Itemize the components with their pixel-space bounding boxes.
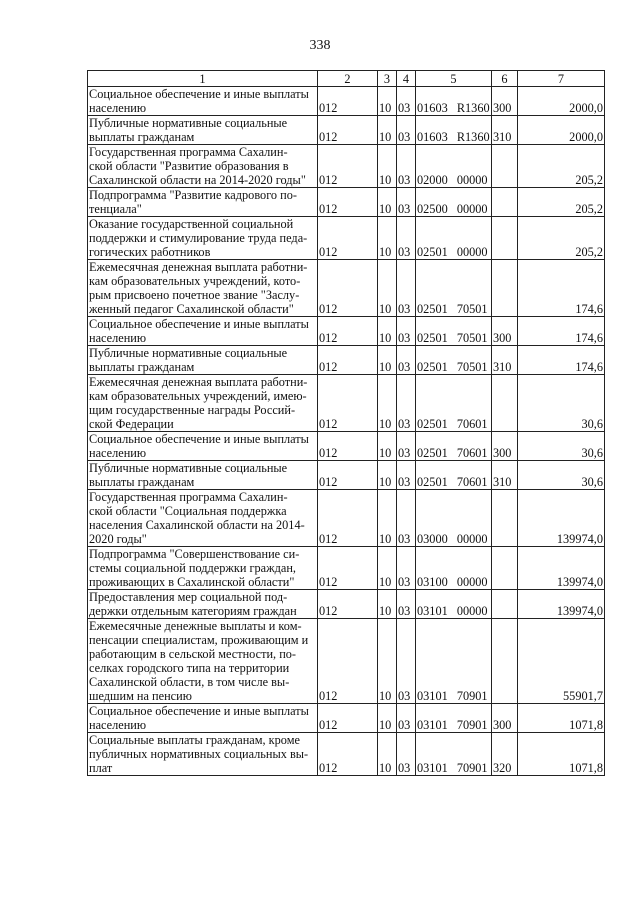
row-amount: 205,2 — [518, 188, 605, 217]
row-subsection: 03 — [397, 619, 416, 704]
row-expense-type: 300 — [492, 432, 518, 461]
row-name: Социальное обеспечение и иные выплаты населению — [88, 87, 318, 116]
row-section: 10 — [378, 704, 397, 733]
row-name: Государственная программа Сахалин- ской области "Развитие образования в Сахалинской области на 2014-2020 годы" — [88, 145, 318, 188]
row-ministry-code: 012 — [318, 590, 378, 619]
row-section: 10 — [378, 619, 397, 704]
row-amount: 55901,7 — [518, 619, 605, 704]
row-subsection: 03 — [397, 188, 416, 217]
table-row — [88, 188, 605, 217]
table-row — [88, 346, 605, 375]
row-name: Социальное обеспечение и иные выплаты населению — [88, 317, 318, 346]
header-col-2: 2 — [318, 71, 378, 87]
row-section: 10 — [378, 217, 397, 260]
row-amount: 30,6 — [518, 375, 605, 432]
row-target-article: 02501 70601 — [416, 461, 492, 490]
table-row — [88, 590, 605, 619]
row-expense-type — [492, 590, 518, 619]
row-target-article: 02501 70501 — [416, 260, 492, 317]
row-ministry-code: 012 — [318, 704, 378, 733]
header-col-7: 7 — [518, 71, 605, 87]
row-ministry-code: 012 — [318, 217, 378, 260]
row-target-article: 02501 70501 — [416, 346, 492, 375]
table-row — [88, 145, 605, 188]
row-section: 10 — [378, 375, 397, 432]
row-section: 10 — [378, 461, 397, 490]
row-name: Оказание государственной социальной поддержки и стимулирование труда педа- гогических работников — [88, 217, 318, 260]
row-name: Предоставления мер социальной под- держки отдельным категориям граждан — [88, 590, 318, 619]
row-expense-type: 320 — [492, 733, 518, 776]
row-ministry-code: 012 — [318, 461, 378, 490]
row-subsection: 03 — [397, 704, 416, 733]
table-row — [88, 461, 605, 490]
row-section: 10 — [378, 145, 397, 188]
row-amount: 139974,0 — [518, 590, 605, 619]
row-target-article: 02501 70601 — [416, 375, 492, 432]
row-target-article: 02501 70601 — [416, 432, 492, 461]
row-subsection: 03 — [397, 375, 416, 432]
table-body — [88, 87, 605, 776]
row-expense-type — [492, 145, 518, 188]
table-row — [88, 260, 605, 317]
row-expense-type — [492, 619, 518, 704]
row-subsection: 03 — [397, 116, 416, 145]
row-target-article: 03101 70901 — [416, 619, 492, 704]
row-subsection: 03 — [397, 432, 416, 461]
header-col-3: 3 — [378, 71, 397, 87]
row-section: 10 — [378, 490, 397, 547]
row-target-article: 03100 00000 — [416, 547, 492, 590]
row-subsection: 03 — [397, 317, 416, 346]
row-expense-type: 300 — [492, 317, 518, 346]
row-subsection: 03 — [397, 490, 416, 547]
row-name: Социальные выплаты гражданам, кроме публичных нормативных социальных вы- плат — [88, 733, 318, 776]
row-name: Подпрограмма "Совершенствование си- стемы социальной поддержки граждан, проживающих в Сахалинской области" — [88, 547, 318, 590]
table-row — [88, 547, 605, 590]
row-target-article: 03000 00000 — [416, 490, 492, 547]
row-expense-type — [492, 375, 518, 432]
row-expense-type: 310 — [492, 346, 518, 375]
table-row — [88, 87, 605, 116]
header-col-6: 6 — [492, 71, 518, 87]
row-amount: 2000,0 — [518, 87, 605, 116]
row-name: Социальное обеспечение и иные выплаты населению — [88, 432, 318, 461]
table-row — [88, 217, 605, 260]
row-expense-type — [492, 217, 518, 260]
row-target-article: 02501 70501 — [416, 317, 492, 346]
row-ministry-code: 012 — [318, 260, 378, 317]
row-name: Ежемесячные денежные выплаты и ком- пенсации специалистам, проживающим и работающим в сельской местности, по- селках городского типа на территории Сахалинской области, в том числе вы- шедшим на пенсию — [88, 619, 318, 704]
budget-table — [87, 70, 605, 776]
row-expense-type: 310 — [492, 116, 518, 145]
page-number: 338 — [309, 38, 331, 53]
header-col-5: 5 — [416, 71, 492, 87]
row-amount: 1071,8 — [518, 733, 605, 776]
row-subsection: 03 — [397, 217, 416, 260]
table-row — [88, 619, 605, 704]
row-name: Ежемесячная денежная выплата работни- кам образовательных учреждений, кото- рым присвоено почетное звание "Заслу- женный педагог Сахалинской области" — [88, 260, 318, 317]
row-target-article: 03101 70901 — [416, 704, 492, 733]
row-ministry-code: 012 — [318, 547, 378, 590]
row-target-article: 03101 70901 — [416, 733, 492, 776]
row-expense-type — [492, 260, 518, 317]
row-name: Подпрограмма "Развитие кадрового по- тенциала" — [88, 188, 318, 217]
row-amount: 205,2 — [518, 217, 605, 260]
row-section: 10 — [378, 432, 397, 461]
header-col-1: 1 — [88, 71, 318, 87]
row-target-article: 02501 00000 — [416, 217, 492, 260]
row-name: Социальное обеспечение и иные выплаты населению — [88, 704, 318, 733]
row-amount: 2000,0 — [518, 116, 605, 145]
row-ministry-code: 012 — [318, 432, 378, 461]
row-ministry-code: 012 — [318, 87, 378, 116]
row-expense-type: 310 — [492, 461, 518, 490]
row-expense-type: 300 — [492, 704, 518, 733]
row-amount: 139974,0 — [518, 490, 605, 547]
row-section: 10 — [378, 317, 397, 346]
header-col-4: 4 — [397, 71, 416, 87]
row-target-article: 01603 R1360 — [416, 87, 492, 116]
row-expense-type — [492, 547, 518, 590]
row-target-article: 02000 00000 — [416, 145, 492, 188]
row-section: 10 — [378, 346, 397, 375]
row-section: 10 — [378, 188, 397, 217]
row-amount: 174,6 — [518, 346, 605, 375]
row-subsection: 03 — [397, 461, 416, 490]
row-ministry-code: 012 — [318, 116, 378, 145]
row-section: 10 — [378, 87, 397, 116]
row-subsection: 03 — [397, 346, 416, 375]
row-amount: 205,2 — [518, 145, 605, 188]
table-row — [88, 116, 605, 145]
row-name: Государственная программа Сахалин- ской области "Социальная поддержка населения Сахалинской области на 2014- 2020 годы" — [88, 490, 318, 547]
table-row — [88, 375, 605, 432]
row-ministry-code: 012 — [318, 188, 378, 217]
row-section: 10 — [378, 590, 397, 619]
row-amount: 139974,0 — [518, 547, 605, 590]
row-section: 10 — [378, 260, 397, 317]
row-expense-type — [492, 490, 518, 547]
row-name: Публичные нормативные социальные выплаты гражданам — [88, 346, 318, 375]
row-amount: 30,6 — [518, 461, 605, 490]
row-target-article: 03101 00000 — [416, 590, 492, 619]
row-ministry-code: 012 — [318, 619, 378, 704]
row-ministry-code: 012 — [318, 490, 378, 547]
header-row — [88, 71, 605, 87]
table-row — [88, 490, 605, 547]
row-target-article: 01603 R1360 — [416, 116, 492, 145]
row-ministry-code: 012 — [318, 733, 378, 776]
row-subsection: 03 — [397, 260, 416, 317]
row-name: Публичные нормативные социальные выплаты гражданам — [88, 116, 318, 145]
table-row — [88, 733, 605, 776]
row-ministry-code: 012 — [318, 317, 378, 346]
row-target-article: 02500 00000 — [416, 188, 492, 217]
row-name: Ежемесячная денежная выплата работни- кам образовательных учреждений, имею- щим государственные награды Россий- ской Федерации — [88, 375, 318, 432]
row-amount: 30,6 — [518, 432, 605, 461]
row-section: 10 — [378, 547, 397, 590]
row-ministry-code: 012 — [318, 346, 378, 375]
row-name: Публичные нормативные социальные выплаты гражданам — [88, 461, 318, 490]
row-expense-type: 300 — [492, 87, 518, 116]
row-ministry-code: 012 — [318, 375, 378, 432]
row-ministry-code: 012 — [318, 145, 378, 188]
row-amount: 174,6 — [518, 317, 605, 346]
row-subsection: 03 — [397, 590, 416, 619]
row-subsection: 03 — [397, 547, 416, 590]
table-row — [88, 317, 605, 346]
table-row — [88, 432, 605, 461]
row-subsection: 03 — [397, 733, 416, 776]
row-expense-type — [492, 188, 518, 217]
row-subsection: 03 — [397, 145, 416, 188]
row-subsection: 03 — [397, 87, 416, 116]
row-section: 10 — [378, 116, 397, 145]
row-section: 10 — [378, 733, 397, 776]
table-row — [88, 704, 605, 733]
row-amount: 1071,8 — [518, 704, 605, 733]
row-amount: 174,6 — [518, 260, 605, 317]
